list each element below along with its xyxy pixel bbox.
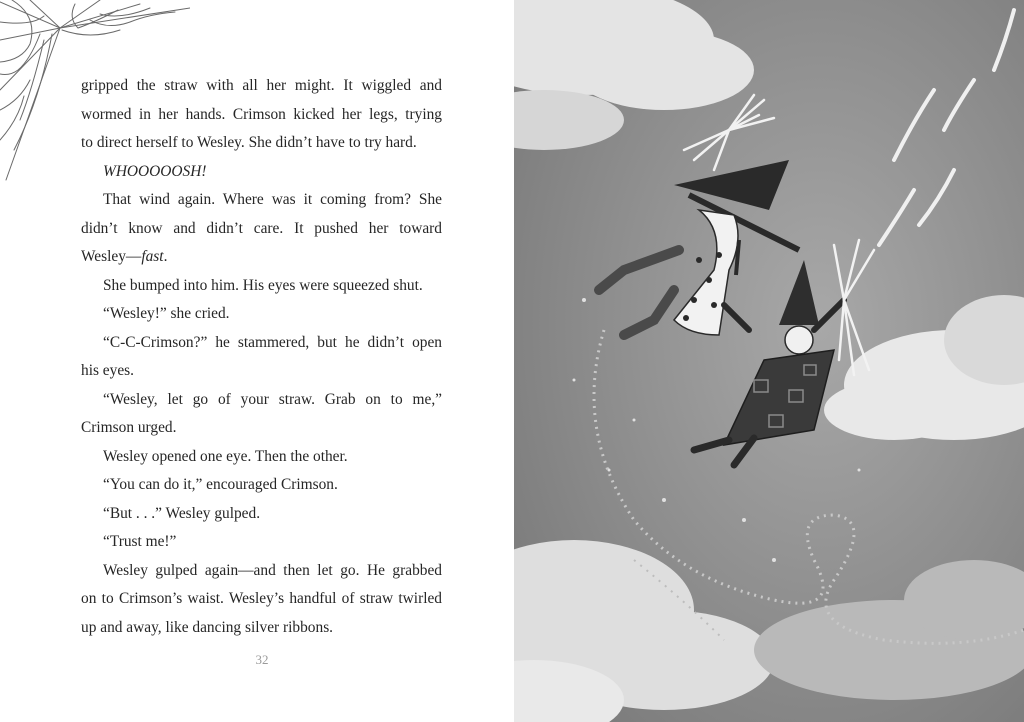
text-line bbox=[81, 357, 442, 386]
text-line bbox=[81, 215, 442, 244]
text-run: . bbox=[163, 248, 168, 265]
text-line bbox=[81, 129, 442, 158]
text-line bbox=[81, 557, 442, 586]
paragraph bbox=[81, 272, 442, 301]
illustration-canvas bbox=[514, 0, 1024, 722]
page-number: 32 bbox=[255, 652, 269, 667]
emphasis-text: fast bbox=[141, 248, 164, 265]
text-run: Wesley— bbox=[81, 248, 142, 265]
text-run: gripped the straw with all her might. It wiggled and bbox=[81, 77, 442, 94]
text-line bbox=[81, 414, 442, 443]
text-line bbox=[81, 300, 442, 329]
paragraph bbox=[81, 72, 442, 158]
text-run: wormed in her hands. Crimson kicked her legs, trying bbox=[81, 105, 442, 123]
emphasis-text: WHOOOOOSH! bbox=[103, 162, 207, 180]
text-run: Crimson urged. bbox=[81, 419, 177, 436]
text-line bbox=[81, 72, 442, 101]
text-run: That wind again. Where was it coming from? She bbox=[103, 191, 442, 208]
flying-witches-illustration bbox=[514, 0, 1024, 722]
text-run: to direct herself to Wesley. She didn’t have to try hard. bbox=[81, 134, 417, 151]
text-line bbox=[81, 243, 442, 272]
text-line bbox=[81, 386, 442, 415]
text-line bbox=[81, 158, 442, 187]
story-text bbox=[81, 72, 442, 642]
text-run: his eyes. bbox=[81, 362, 135, 379]
paragraph bbox=[81, 471, 442, 500]
text-line bbox=[81, 186, 442, 215]
paragraph bbox=[81, 329, 442, 386]
text-run: Wesley gulped again—and then let go. He grabbed bbox=[103, 561, 442, 579]
paragraph bbox=[81, 557, 442, 643]
text-run: “You can do it,” encouraged Crimson. bbox=[103, 476, 338, 493]
paragraph bbox=[81, 300, 442, 329]
paragraph bbox=[81, 443, 442, 472]
text-line bbox=[81, 614, 442, 643]
text-run: “Wesley, let go of your straw. Grab on to me,” bbox=[103, 390, 442, 408]
text-line bbox=[81, 329, 442, 358]
text-run: up and away, like dancing silver ribbons. bbox=[81, 618, 334, 636]
text-line bbox=[81, 528, 442, 557]
text-run: “But . . .” Wesley gulped. bbox=[103, 504, 261, 522]
text-run: didn’t know and didn’t care. It pushed her toward bbox=[81, 219, 442, 237]
paragraph bbox=[81, 158, 442, 187]
text-line bbox=[81, 471, 442, 500]
text-line bbox=[81, 443, 442, 472]
text-run: She bumped into him. His eyes were squeezed shut. bbox=[103, 276, 423, 294]
text-run: “C-C-Crimson?” he stammered, but he didn’t open bbox=[103, 333, 442, 351]
text-line bbox=[81, 500, 442, 529]
paragraph bbox=[81, 500, 442, 529]
text-run: Wesley opened one eye. Then the other. bbox=[103, 447, 348, 465]
paragraph bbox=[81, 528, 442, 557]
text-line bbox=[81, 101, 442, 130]
text-run: on to Crimson’s waist. Wesley’s handful of straw twirled bbox=[81, 590, 442, 607]
text-run: “Wesley!” she cried. bbox=[103, 305, 230, 322]
paragraph bbox=[81, 386, 442, 443]
paragraph bbox=[81, 186, 442, 272]
text-line bbox=[81, 585, 442, 614]
text-line bbox=[81, 272, 442, 301]
text-run: “Trust me!” bbox=[103, 533, 177, 550]
